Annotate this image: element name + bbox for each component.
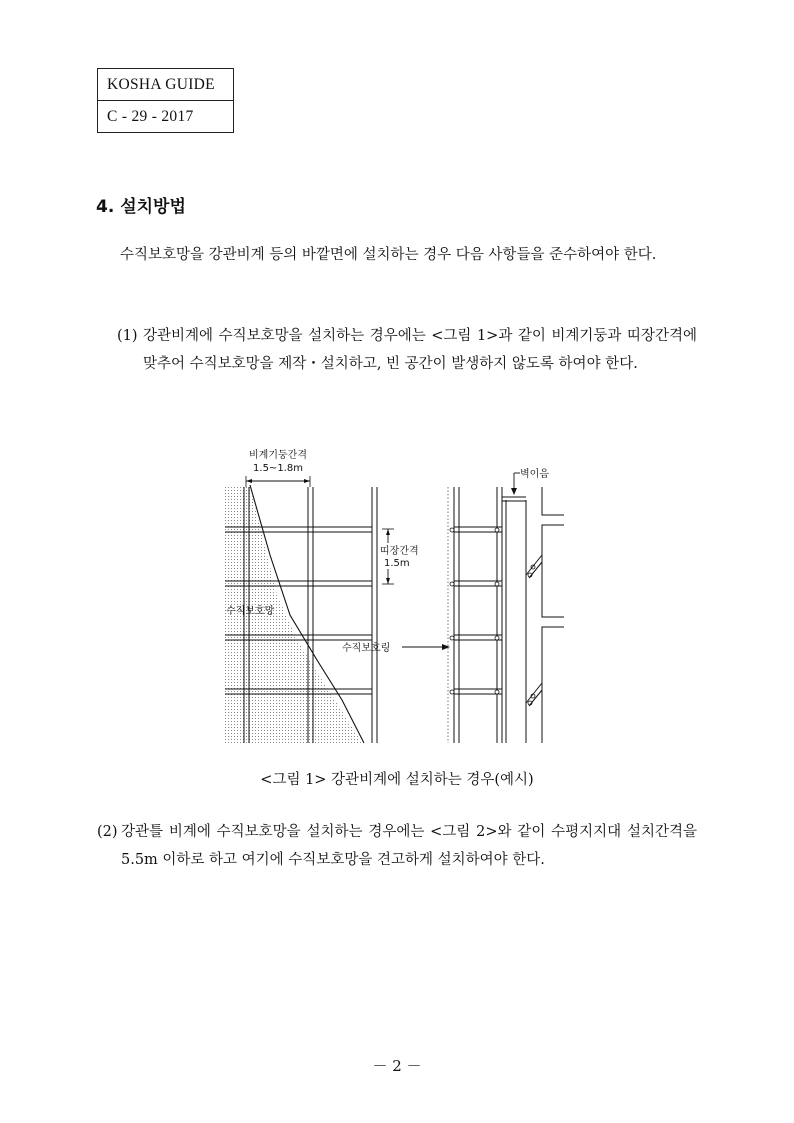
- item-number: (2): [97, 824, 118, 840]
- label-ledger-spacing-value: 1.5m: [384, 558, 410, 569]
- item-number: (1): [117, 328, 138, 344]
- item-text: 강관비계에 수직보호망을 설치하는 경우에는 <그림 1>과 같이 비계기둥과 띠장간격에 맞추어 수직보호망을 제작・설치하고, 빈 공간이 발생하지 않도록 하여야 한다.: [143, 328, 697, 372]
- guide-title: KOSHA GUIDE: [107, 76, 215, 93]
- right-columns: [454, 487, 526, 743]
- scaffold-figure: [222, 445, 572, 745]
- label-ring: 수직보호링: [342, 643, 391, 654]
- label-ledger-spacing: 띠장간격: [380, 546, 419, 557]
- intro-paragraph: 수직보호망을 강관비계 등의 바깥면에 설치하는 경우 다음 사항들을 준수하여야 한다.: [120, 247, 657, 263]
- figure-caption: <그림 1> 강관비계에 설치하는 경우(예시): [260, 772, 534, 788]
- section-heading: 4. 설치방법: [96, 197, 186, 217]
- list-item-1: [117, 322, 697, 412]
- label-column-spacing: 비계기둥간격: [249, 450, 307, 461]
- guide-code: C - 29 - 2017: [98, 100, 233, 132]
- clamp-circles: [450, 528, 535, 705]
- scaffold-diagram: [222, 445, 572, 745]
- item-text: 강관틀 비계에 수직보호망을 설치하는 경우에는 <그림 2>와 같이 수평지지대 설치간격을 5.5m 이하로 하고 여기에 수직보호망을 견고하게 설치하여야 한다.: [121, 824, 697, 868]
- net-fill-lower: [225, 595, 362, 743]
- label-column-spacing-value: 1.5~1.8m: [253, 463, 303, 474]
- right-ledgers: [454, 527, 502, 694]
- label-net: 수직보호망: [226, 606, 275, 617]
- label-wall-tie: 벽이음: [520, 469, 549, 480]
- list-item-2: [97, 818, 697, 908]
- guide-id-box: [97, 68, 234, 133]
- page-number: － 2 －: [372, 1057, 422, 1075]
- building-wall: [542, 487, 564, 515]
